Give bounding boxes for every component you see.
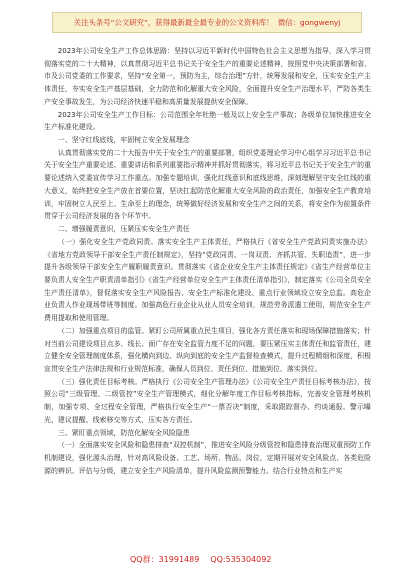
section-heading-1: 一、坚守红线底线，牢固树立安全发展理念 bbox=[57, 136, 190, 145]
paragraph-risk-control: （一）全面落实安全风险和隐患排查“双控机制”，推进安全风险分级管控和隐患排查治理双重预防工作机制建设，强化源头治理，针对高风险设备、工艺、场所、物品、岗位，定期开展对安全风险点、各类危险源的辨识、评估与分级，建立安全生产风险清单，提升风险监测预警能力。结合行业特点和生产实 bbox=[44, 441, 371, 475]
qq-group-number: QQ群：31991489 bbox=[130, 555, 200, 564]
section-heading-2: 二、增强履责意识，压紧压实安全生产责任 bbox=[57, 225, 190, 234]
paragraph-work-goals: 2023年公司安全生产工作目标：公司范围全年杜绝一般及以上安全生产事故；各级单位加快推进安全生产标准化建设。 bbox=[44, 110, 371, 132]
paragraph-responsibility: （一）强化安全生产党政同责。落实安全生产主体责任，严格执行《省安全生产党政同责实施办法》《省地方党政领导干部安全生产责任制规定》，坚持“党政同责、一岗双责、齐抓共管、失职追责”，进一步提升各级领导干部安全生产履职履责意识。贯彻落实《省企业安全生产主体责任规定》《省生产经营单位主要负责人安全生产职责清单指引》《省生产经营单位安全生产主体责任清单指引》，制定落实《公司全员安全生产责任清单》，督促落实安全生产风险报告、安全生产标准化建设、重点行业领域设立安全总监。高危企业负责人作业现场带班等制度。加强高危行业企业从业人员安全培训，规范劳务派遣工使用，规范安全生产费用提取和使用管理。 bbox=[44, 237, 371, 323]
document-body bbox=[44, 45, 371, 550]
promo-banner bbox=[52, 12, 362, 33]
banner-text: 关注头条号“公文研究”，获得最新最全最专业的公文资料库！ bbox=[73, 18, 274, 27]
qq-number: QQ:535304092 bbox=[210, 555, 272, 564]
contact-footer bbox=[130, 553, 280, 567]
banner-wechat: 微信：gongwenyj bbox=[277, 18, 341, 27]
section-heading-3: 三、紧盯重点领域，防范化解安全风险隐患 bbox=[57, 428, 190, 437]
paragraph-project-supervision: （二）加强重点项目的监管。紧盯公司所属重点民生项目，强化各方责任落实和现场保障措施落实；针对当前公司建设项目点多、线长、面广存在安全监管力度不足的问题，要压紧压实主体责任和监管责任，建立健全安全管理制度体系，强化横向到边、纵向到底的安全生产监督检查模式，提升过程精细和深度，积极宣贯安全生产法律法规和行业规范标准，确保人员到位、责任到位、措施到位、落实到位。 bbox=[44, 326, 371, 373]
paragraph-assessment: （三）强化责任目标考核。严格执行《公司安全生产管理办法》《公司安全生产责任目标考核办法》，按照公司“三级管理、二级管控”安全生产管理模式，细化分解年度工作目标考核指标，完善安全管理考核机制，加强专项、全过程安全管理，严格执行安全生产“一票否决”制度，采取跟踪督办、约谈通报、警示曝光、建议提醒、线索移交等方式，压实各方责任。 bbox=[44, 377, 371, 424]
paragraph-safety-philosophy: 认真贯彻落实党的二十大报告中关于安全生产的重要部署，组织党委理论学习中心组学习习近平总书记关于安全生产重要论述、重要讲话和系列重要指示精神并抓好贯彻落实，将习近平总书记关于安全生产的重要论述纳入党委宣传学习工作重点。加强专题培训，强化红线意识和底线思维，深刻理解坚守安全红线的重大意义，始终把安全生产放在首要位置，坚决扛起防范化解重大安全风险的政治责任，加强安全生产教育培训，牢固树立人民至上、生命至上的理念，统筹做好经济发展和安全生产之间的关系，将安全作为前置条件贯穿于公司经济发展的各个环节中。 bbox=[44, 148, 371, 221]
paragraph-overall-approach: 2023年公司安全生产工作总体思路：坚持以习近平新时代中国特色社会主义思想为指导，深入学习贯彻落实党的二十大精神，以真贯彻习近平总书记关于安全生产的重要论述精神，按照党中央决策部署和省、市及公司党委的工作要求，坚持“安全第一，预防为主，综合治理”方针，统筹发展和安全，压实安全生产主体责任，夯实安全生产基层基础，全力防范和化解重大安全风险，全面提升安全生产治理水平，严防各类生产安全事故发生，为公司经济快速平稳和高质量发展提供安全保障。 bbox=[44, 47, 371, 106]
